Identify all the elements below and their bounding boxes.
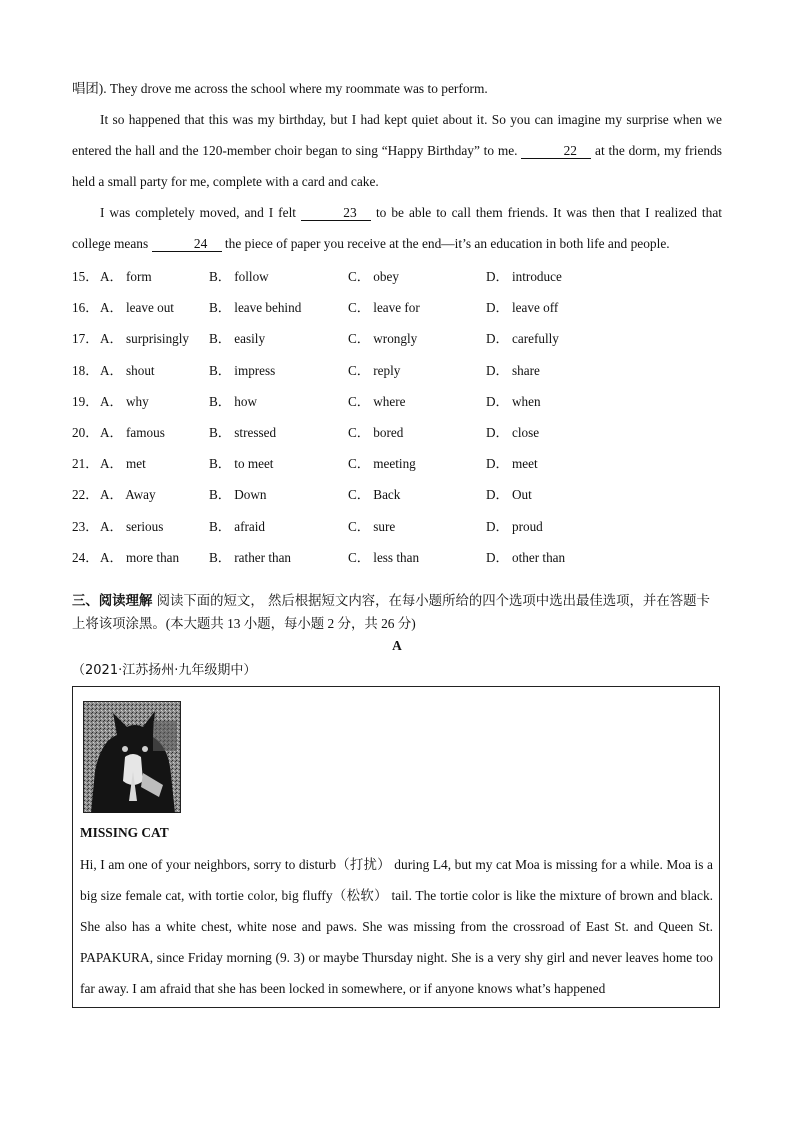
option-row bbox=[72, 355, 722, 386]
option-row bbox=[72, 323, 722, 354]
passage-paragraph-birthday bbox=[72, 104, 722, 197]
option-b: B． to meet bbox=[209, 456, 274, 472]
option-c: C． Back bbox=[348, 487, 401, 503]
blank-22: 22 bbox=[521, 144, 591, 159]
option-d: D． introduce bbox=[486, 269, 562, 284]
passage-paragraph-moved bbox=[72, 197, 722, 259]
option-b: B． afraid bbox=[209, 518, 266, 534]
option-a: A． why bbox=[100, 393, 149, 409]
section-instruction: 阅读下面的短文， 然后根据短文内容，在每小题所给的四个选项中选出最佳选项，并在答题卡上将该项涂黑。 bbox=[72, 594, 710, 632]
passage-line-top: 唱团). They drove me across the school where my roommate was to perform. bbox=[72, 81, 488, 96]
section-title: 三、阅读理解 bbox=[72, 594, 153, 609]
blank-24: 24 bbox=[152, 237, 222, 252]
passage-text: to be able to call them friends. It was then that I realized that college means bbox=[72, 205, 722, 251]
option-a: A． surprisingly bbox=[100, 331, 190, 347]
notice-title: MISSING CAT bbox=[80, 825, 169, 840]
question-number: 23． bbox=[72, 518, 99, 534]
option-b: B． how bbox=[209, 393, 257, 409]
option-b: B． impress bbox=[209, 362, 276, 378]
option-c: C． obey bbox=[348, 269, 399, 284]
option-c: C． sure bbox=[348, 518, 396, 534]
notice-text: Hi, I am one of your neighbors, sorry to disturb（打扰） during L4, but my cat Moa is missing for a while. Moa is a big size female cat, with tortie color, big fluffy（松软） tail. The tortie color is like the mixture of brown and black. She also has a white chest, white nose and paws. She was missing from the crossroad of East St. and Queen St. PAPAKURA, since Friday morning (9. 3) or maybe Thursday night. She is a very shy girl and never leaves home too far away. I am afraid that she has been locked in somewhere, or if anyone knows what’s happened bbox=[80, 857, 713, 996]
option-d: D． other than bbox=[486, 549, 566, 565]
option-c: C． meeting bbox=[348, 456, 416, 472]
option-row bbox=[72, 261, 722, 292]
passage-text: at the dorm, my friends held a small party for me, complete with a card and cake. bbox=[72, 143, 722, 189]
section-scoring: (本大题共 13 小题，每小题 2 分，共 26 分) bbox=[165, 616, 416, 631]
passage-text: I was completely moved, and I felt bbox=[100, 205, 301, 220]
question-number: 21． bbox=[72, 456, 99, 472]
question-number: 18． bbox=[72, 362, 99, 378]
passage-text: It so happened that this was my birthday, but I had kept quiet about it. So you can imagine my surprise when we entered the hall and the 120-member choir began to sing “Happy Birthday” to me. bbox=[72, 112, 722, 158]
option-row bbox=[72, 448, 722, 479]
option-c: C． leave for bbox=[348, 300, 420, 316]
option-c: C． where bbox=[348, 393, 406, 409]
section-heading bbox=[72, 591, 722, 636]
blank-23: 23 bbox=[301, 206, 371, 221]
option-a: A． shout bbox=[100, 362, 155, 378]
option-d: D． proud bbox=[486, 518, 543, 534]
missing-cat-notice bbox=[72, 686, 720, 1008]
option-c: C． wrongly bbox=[348, 331, 418, 347]
option-d: D． close bbox=[486, 424, 540, 440]
option-d: D． leave off bbox=[486, 300, 559, 316]
option-row bbox=[72, 542, 722, 573]
option-row bbox=[72, 417, 722, 448]
question-number: 15． bbox=[72, 269, 99, 284]
option-b: B． rather than bbox=[209, 549, 292, 565]
option-b: B． stressed bbox=[209, 424, 277, 440]
passage-source: （2021·江苏扬州·九年级期中） bbox=[72, 663, 257, 678]
answer-options bbox=[72, 261, 722, 573]
option-b: B． easily bbox=[209, 331, 266, 347]
option-b: B． Down bbox=[209, 487, 267, 503]
passage-letter: A bbox=[392, 638, 402, 653]
option-c: C． less than bbox=[348, 549, 420, 565]
option-d: D． Out bbox=[486, 487, 532, 503]
question-number: 19． bbox=[72, 393, 99, 409]
option-a: A． leave out bbox=[100, 300, 174, 316]
option-c: C． bored bbox=[348, 424, 404, 440]
option-b: B． follow bbox=[209, 269, 269, 284]
option-a: A． met bbox=[100, 456, 146, 472]
option-d: D． meet bbox=[486, 456, 538, 472]
question-number: 17． bbox=[72, 331, 99, 347]
option-a: A． famous bbox=[100, 424, 165, 440]
passage-text: the piece of paper you receive at the end—it’s an education in both life and people. bbox=[221, 236, 670, 251]
cat-photo bbox=[83, 701, 181, 813]
option-a: A． Away bbox=[100, 487, 156, 503]
option-d: D． when bbox=[486, 393, 541, 409]
question-number: 16． bbox=[72, 300, 99, 316]
question-number: 20． bbox=[72, 424, 99, 440]
option-c: C． reply bbox=[348, 362, 401, 378]
option-d: D． carefully bbox=[486, 331, 559, 347]
option-row bbox=[72, 479, 722, 510]
option-row bbox=[72, 386, 722, 417]
option-a: A． more than bbox=[100, 549, 180, 565]
option-a: A． form bbox=[100, 269, 152, 284]
option-row bbox=[72, 292, 722, 323]
question-number: 24． bbox=[72, 549, 99, 565]
option-a: A． serious bbox=[100, 518, 164, 534]
question-number: 22． bbox=[72, 487, 99, 503]
option-row bbox=[72, 511, 722, 542]
option-b: B． leave behind bbox=[209, 300, 302, 316]
option-d: D． share bbox=[486, 362, 540, 378]
